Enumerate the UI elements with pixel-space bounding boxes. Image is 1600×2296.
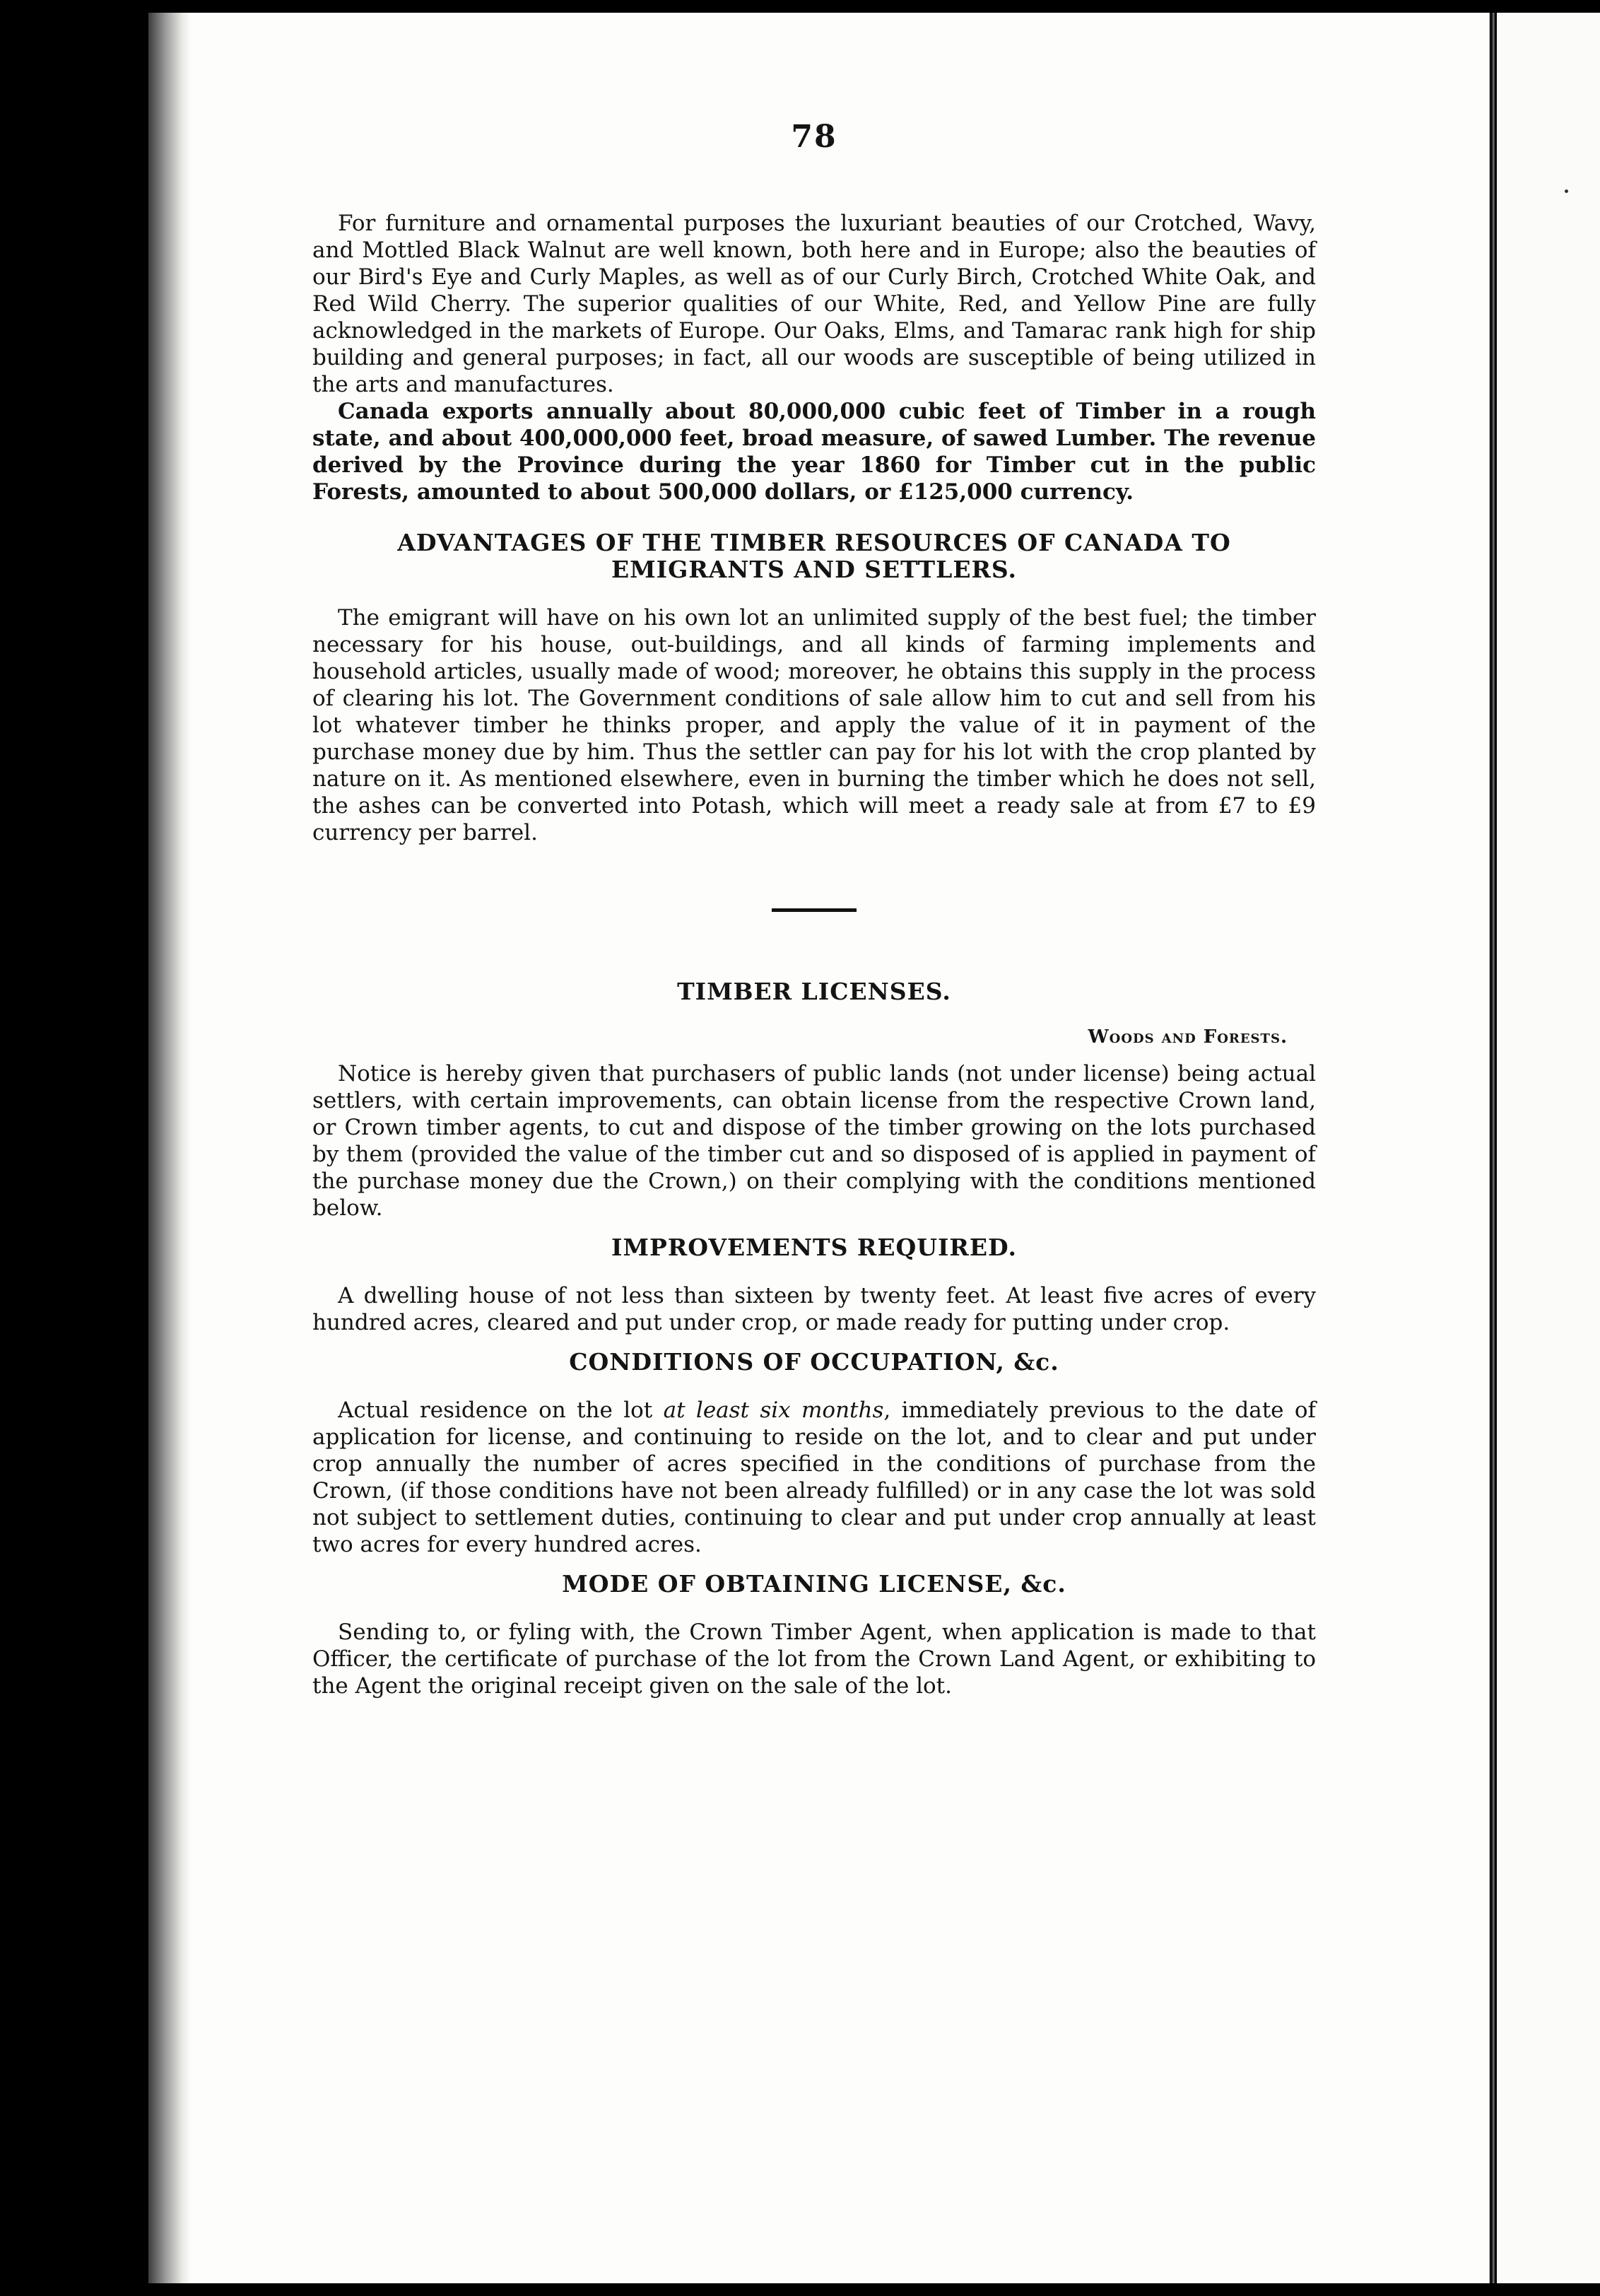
mode-paragraph: Sending to, or fyling with, the Crown Timber Agent, when application is made to that Officer, the certificate of purchase of the lot from the Crown Land Agent, or exhibiting to the Agent the original receipt given on the sale of the lot. bbox=[312, 1620, 1316, 1699]
heading-advantages bbox=[312, 529, 1316, 583]
heading-occupation: CONDITIONS OF OCCUPATION, &c. bbox=[569, 1348, 1059, 1376]
gutter-shadow bbox=[148, 13, 191, 2283]
heading-mode-of-obtaining: MODE OF OBTAINING LICENSE, &c. bbox=[562, 1570, 1066, 1598]
heading-advantages-line2: EMIGRANTS AND SETTLERS. bbox=[611, 556, 1018, 583]
spine-line bbox=[1490, 13, 1493, 2283]
occupation-text-end: , immediately previous to the date of application for license, and continuing to reside on the lot, and to clear and put under crop annually the number of acres specified in the conditions of purchase from the Crown, (if those conditions have not been already fulfilled) or in any case the lot was sold not subject to settlement duties, continuing to clear and put under crop annually at least two acres for every hundred acres. bbox=[312, 1398, 1316, 1557]
occupation-emphasis: at least six months bbox=[663, 1398, 884, 1423]
occupation-paragraph bbox=[312, 1397, 1316, 1558]
intro-paragraph-furniture: For furniture and ornamental purposes the luxuriant beauties of our Crotched, Wavy, and Mottled Black Walnut are well known, both here and in Europe; also the beauties of our Bird's Eye and Curly Maples, as well as of our Curly Birch, Crotched White Oak, and Red Wild Cherry. The superior qualities of our White, Red, and Yellow Pine are fully acknowledged in the markets of Europe. Our Oaks, Elms, and Tamarac rank high for ship building and general purposes; in fact, all our woods are susceptible of being utilized in the arts and manufactures. bbox=[312, 211, 1316, 397]
heading-timber-licenses: TIMBER LICENSES. bbox=[677, 978, 951, 1005]
department-label: Woods and Forests. bbox=[1088, 1026, 1288, 1048]
heading-advantages-line1: ADVANTAGES OF THE TIMBER RESOURCES OF CANADA TO bbox=[397, 529, 1231, 556]
improvements-paragraph: A dwelling house of not less than sixteen by twenty feet. At least five acres of every hundred acres, cleared and put under crop, or made ready for putting under crop. bbox=[312, 1283, 1316, 1335]
occupation-text-start: Actual residence on the lot bbox=[338, 1398, 664, 1423]
book-page bbox=[148, 13, 1495, 2283]
facing-page-strip bbox=[1497, 13, 1600, 2283]
licenses-paragraph: Notice is hereby given that purchasers of public lands (not under license) being actual settlers, with certain improvements, can obtain license from the respective Crown land, or Crown timber agents, to cut and dispose of the timber growing on the lots purchased by them (provided the value of the timber cut and so disposed of is applied in payment of the purchase money due the Crown,) on their complying with the conditions mentioned below. bbox=[312, 1061, 1316, 1221]
page-content bbox=[312, 119, 1316, 1699]
section-divider bbox=[772, 908, 857, 912]
heading-improvements: IMPROVEMENTS REQUIRED. bbox=[611, 1234, 1017, 1261]
intro-paragraph-exports: Canada exports annually about 80,000,000 cubic feet of Timber in a rough state, and about 400,000,000 feet, broad measure, of sawed Lumber. The revenue derived by the Province during the year 1860 for Timber cut in the public Forests, amounted to about 500,000 dollars, or £125,000 currency. bbox=[312, 399, 1316, 505]
advantages-paragraph: The emigrant will have on his own lot an unlimited supply of the best fuel; the timber necessary for his house, out-buildings, and all kinds of farming implements and household articles, usually made of wood; moreover, he obtains this supply in the process of clearing his lot. The Government conditions of sale allow him to cut and sell from his lot whatever timber he thinks proper, and apply the value of it in payment of the purchase money due by him. Thus the settler can pay for his lot with the crop planted by nature on it. As mentioned elsewhere, even in burning the timber which he does not sell, the ashes can be converted into Potash, which will meet a ready sale at from £7 to £9 currency per barrel. bbox=[312, 605, 1316, 845]
page-number: 78 bbox=[791, 119, 837, 155]
scan-speck bbox=[1565, 189, 1568, 193]
